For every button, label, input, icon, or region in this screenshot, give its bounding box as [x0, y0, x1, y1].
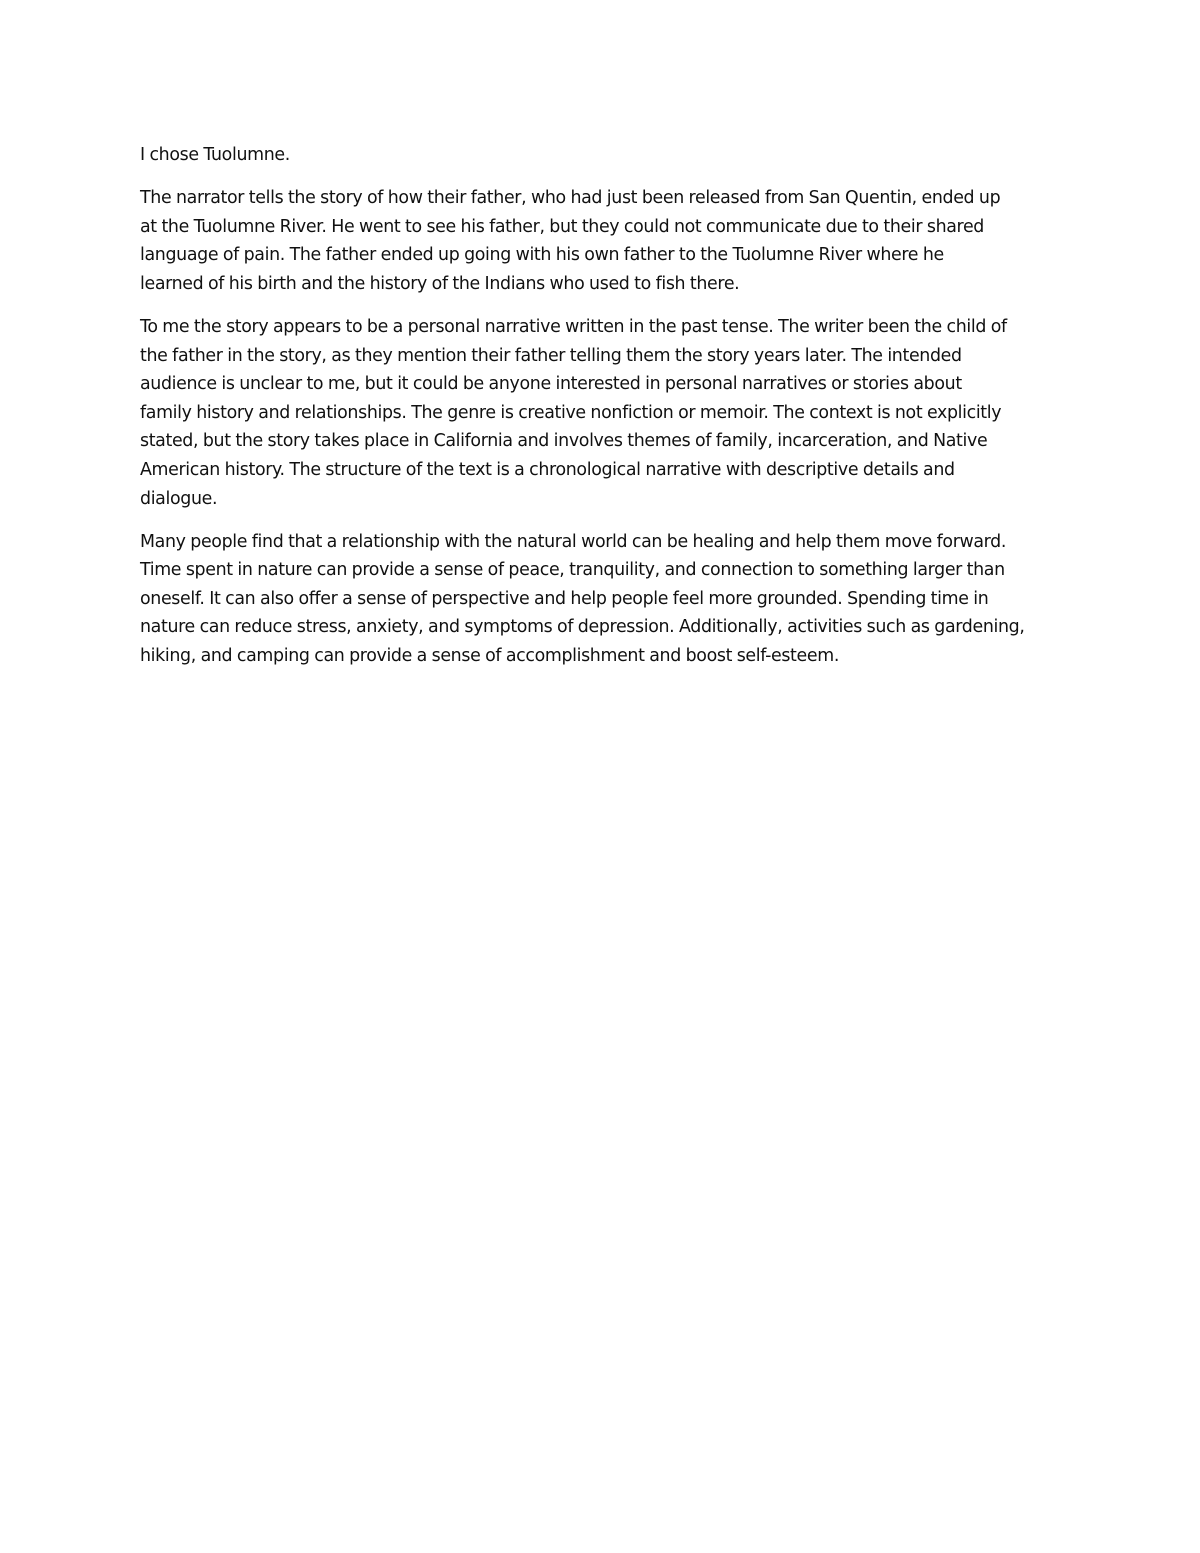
text-line: learned of his birth and the history of the Indians who used to fish there.: [140, 273, 740, 294]
text-line: dialogue.: [140, 488, 218, 509]
text-line: Many people find that a relationship with the natural world can be healing and help them move forward.: [140, 531, 1007, 552]
text-line: Time spent in nature can provide a sense of peace, tranquility, and connection to something larger than: [140, 560, 1005, 581]
document-body: [140, 141, 1070, 685]
paragraph-nature: [140, 528, 1070, 671]
text-line: the father in the story, as they mention their father telling them the story years later. The intended: [140, 345, 962, 366]
text-line: I chose Tuolumne.: [140, 145, 290, 165]
text-line: at the Tuolumne River. He went to see his father, but they could not communicate due to their shared: [140, 216, 984, 237]
text-line: hiking, and camping can provide a sense of accomplishment and boost self-esteem.: [140, 646, 839, 666]
text-line: The narrator tells the story of how their father, who had just been released from San Quentin, ended up: [140, 188, 1001, 209]
text-line: audience is unclear to me, but it could be anyone interested in personal narratives or stories about: [140, 374, 962, 395]
paragraph-analysis: [140, 313, 1070, 513]
paragraph-summary: [140, 184, 1070, 298]
text-line: stated, but the story takes place in California and involves themes of family, incarceration, and Native: [140, 431, 988, 452]
paragraph-intro: [140, 141, 1070, 170]
text-line: nature can reduce stress, anxiety, and symptoms of depression. Additionally, activities such as gardening,: [140, 617, 1025, 638]
text-line: oneself. It can also offer a sense of perspective and help people feel more grounded. Spending time in: [140, 588, 989, 609]
text-line: family history and relationships. The genre is creative nonfiction or memoir. The context is not explicitly: [140, 402, 1002, 423]
text-line: language of pain. The father ended up going with his own father to the Tuolumne River where he: [140, 245, 944, 266]
text-line: To me the story appears to be a personal narrative written in the past tense. The writer been the child of: [140, 316, 1007, 337]
text-line: American history. The structure of the text is a chronological narrative with descriptive details and: [140, 459, 955, 480]
